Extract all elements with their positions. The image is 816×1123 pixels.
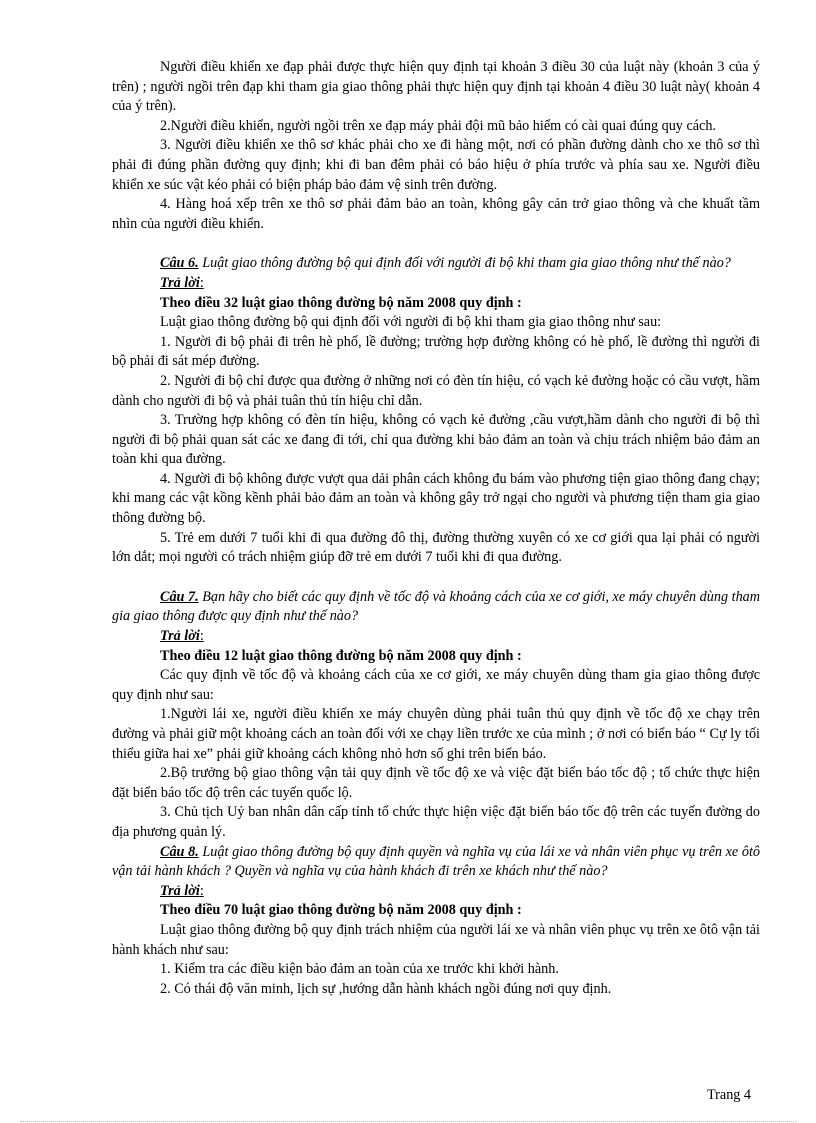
answer-paragraph: 2. Người đi bộ chỉ được qua đường ở những nơi có đèn tín hiệu, có vạch kẻ đường hoặc có cầu vượt, hầm dành cho người đi bộ và phải tuân thủ tín hiệu chỉ dẫn. bbox=[112, 372, 760, 409]
law-reference: Theo điều 12 luật giao thông đường bộ năm 2008 quy định : bbox=[160, 647, 522, 664]
answer-paragraph: Luật giao thông đường bộ quy định trách nhiệm của người lái xe và nhân viên phục vụ trên xe ôtô vận tải hành khách như sau: bbox=[112, 921, 760, 958]
intro-paragraph: 4. Hàng hoá xếp trên xe thô sơ phải đảm bảo an toàn, không gây cản trở giao thông và che khuất tầm nhìn của người điều khiển. bbox=[112, 196, 760, 232]
page-number: Trang 4 bbox=[707, 1087, 752, 1103]
answer-paragraph: 2.Bộ trưởng bộ giao thông vận tải quy định về tốc độ xe và việc đặt biển báo tốc độ ; tổ chức thực hiện đặt biển báo tốc độ trên các tuyến quốc lộ. bbox=[112, 765, 760, 801]
intro-paragraph: Người điều khiển xe đạp phải được thực hiện quy định tại khoản 3 điều 30 của luật này (khoản 3 của ý trên) ; người ngồi trên đạp khi tham gia giao thông phải thực hiện quy định tại khoản 4 điều 30 luật này( khoản 4 của ý trên). bbox=[112, 59, 760, 115]
answer-paragraph: 4. Người đi bộ không được vượt qua dải phân cách không đu bám vào phương tiện giao thông đang chạy; khi mang các vật kồng kềnh phải bảo đảm an toàn và không gây trở ngại cho người và phương tiện tham gia giao thông đường bộ. bbox=[112, 470, 760, 527]
question-number: Câu 7. bbox=[160, 588, 199, 605]
answer-paragraph: 1.Người lái xe, người điều khiển xe máy chuyên dùng phải tuân thủ quy định về tốc độ xe chạy trên đường và phải giữ một khoảng cách an toàn đối với xe chạy liền trước xe của mình ; ở nơi có biển báo “ Cự ly tối thiểu giữa hai xe” phải giữ khoảng cách không nhỏ hơn số ghi trên biển báo. bbox=[112, 706, 760, 762]
law-reference: Theo điều 70 luật giao thông đường bộ năm 2008 quy định : bbox=[160, 902, 522, 919]
question-text: Bạn hãy cho biết các quy định về tốc độ và khoảng cách của xe cơ giới, xe máy chuyên dùng tham gia giao thông được quy định như thế nào? bbox=[112, 588, 760, 625]
answer-label: Trả lời: bbox=[160, 628, 204, 645]
intro-paragraph: 3. Người điều khiển xe thô sơ khác phải cho xe đi hàng một, nơi có phần đường dành cho xe thô sơ thì phải đi đúng phần đường quy định; khi đi ban đêm phải có báo hiệu ở phía trước và phía sau xe. Người điều khiển xe súc vật kéo phải có biện pháp bảo đảm vệ sinh trên đường. bbox=[112, 137, 760, 193]
answer-paragraph: 1. Người đi bộ phải đi trên hè phố, lề đường; trường hợp đường không có hè phố, lề đường thì người đi bộ phải đi sát mép đường. bbox=[112, 333, 760, 370]
answer-paragraph: Luật giao thông đường bộ qui định đối với người đi bộ khi tham gia giao thông như sau: bbox=[160, 314, 662, 331]
section-gap bbox=[112, 568, 760, 588]
page-bottom-divider bbox=[20, 1121, 796, 1122]
answer-paragraph: Các quy định về tốc độ và khoảng cách của xe cơ giới, xe máy chuyên dùng tham gia giao thông được quy định như sau: bbox=[112, 667, 760, 703]
question-text: Luật giao thông đường bộ qui định đối với người đi bộ khi tham gia giao thông như thế nào? bbox=[198, 255, 731, 272]
answer-paragraph: 5. Trẻ em dưới 7 tuổi khi đi qua đường đô thị, đường thường xuyên có xe cơ giới qua lại phải có người lớn dắt; mọi người có trách nhiệm giúp đỡ trẻ em dưới 7 tuổi khi đi qua đường. bbox=[112, 529, 760, 566]
answer-paragraph: 3. Chủ tịch Uỷ ban nhân dân cấp tỉnh tổ chức thực hiện việc đặt biển báo tốc độ trên các tuyến đường do địa phương quản lý. bbox=[112, 804, 760, 840]
intro-paragraph: 2.Người điều khiển, người ngồi trên xe đạp máy phải đội mũ bảo hiểm có cài quai đúng quy cách. bbox=[160, 117, 716, 134]
question-8-heading bbox=[112, 843, 760, 882]
answer-paragraph: 2. Có thái độ văn minh, lịch sự ,hướng dẫn hành khách ngồi đúng nơi quy định. bbox=[160, 980, 612, 997]
question-text: Luật giao thông đường bộ quy định quyền và nghĩa vụ của lái xe và nhân viên phục vụ trên xe ôtô vận tải hành khách ? Quyền và nghĩa vụ của hành khách đi trên xe khách như thế nào? bbox=[112, 843, 760, 880]
section-gap bbox=[112, 234, 760, 254]
answer-label: Trả lời: bbox=[160, 882, 204, 899]
answer-paragraph: 1. Kiểm tra các điều kiện bảo đảm an toàn của xe trước khi khởi hành. bbox=[160, 961, 559, 978]
answer-label: Trả lời: bbox=[160, 274, 204, 291]
law-reference: Theo điều 32 luật giao thông đường bộ năm 2008 quy định : bbox=[160, 294, 522, 311]
question-number: Câu 6. bbox=[160, 255, 199, 272]
question-7-heading bbox=[112, 588, 760, 627]
document-body bbox=[112, 58, 760, 999]
question-number: Câu 8. bbox=[160, 843, 199, 860]
question-6-heading bbox=[112, 254, 760, 274]
answer-paragraph: 3. Trường hợp không có đèn tín hiệu, không có vạch kẻ đường ,cầu vượt,hầm dành cho người đi bộ thì người đi bộ phải quan sát các xe đang đi tới, chỉ qua đường khi bảo đảm an toàn và chịu trách nhiệm bảo đảm an toàn khi qua đường. bbox=[112, 412, 760, 468]
